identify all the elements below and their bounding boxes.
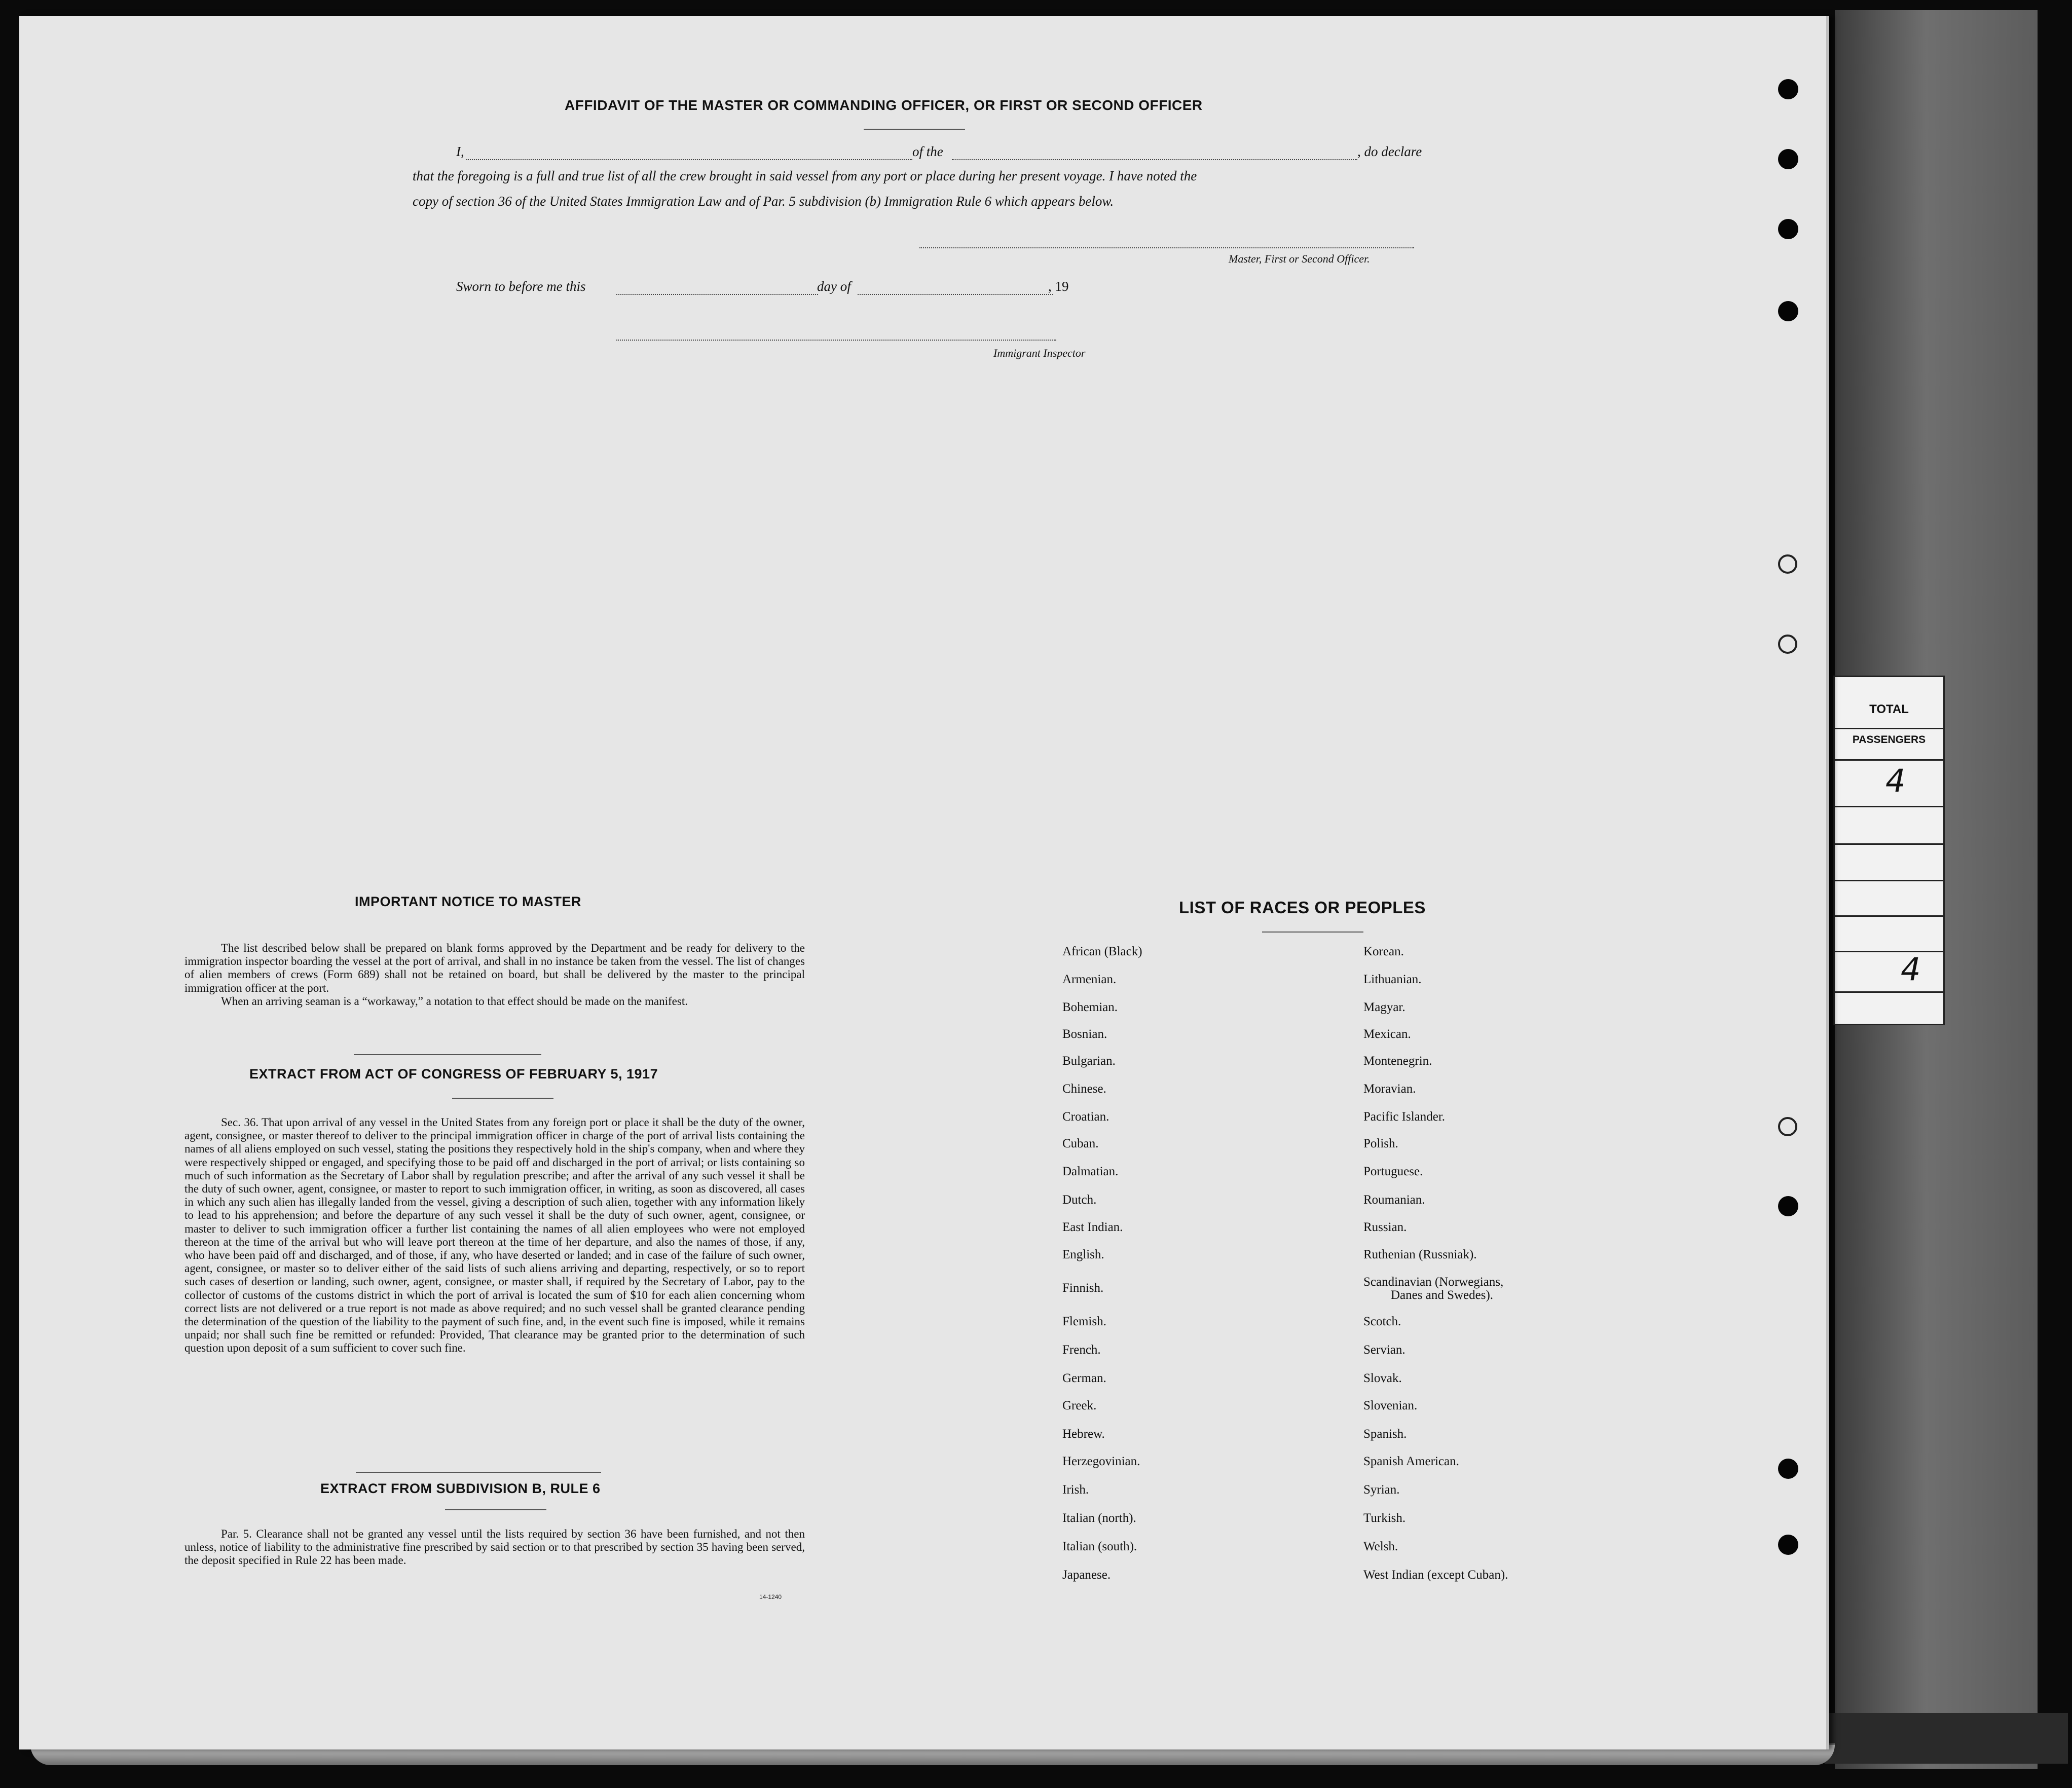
notice-body: [184, 942, 805, 1008]
race-left-22: Italian (south).: [1062, 1540, 1137, 1553]
master-signature-line: [919, 247, 1414, 248]
paragraph-5-text: Par. 5. Clearance shall not be granted any vessel until the lists required by section 36 have been furnished, and not then unless, notice of liability to the administrative fine prescribed by said section or to that prescribed by section 35 having been served, the deposit specified in Rule 22 has been made.: [184, 1528, 805, 1567]
race-left-14: Flemish.: [1062, 1315, 1106, 1328]
affidavit-line-2: that the foregoing is a full and true list of all the crew brought in said vessel from any port or place during her present voyage. I have noted the: [413, 168, 1197, 183]
tab-total-value: 4: [1885, 762, 1906, 799]
inspector-signature-line: [616, 340, 1056, 341]
race-right-10: Roumanian.: [1363, 1193, 1425, 1207]
race-left-19: Herzegovinian.: [1062, 1455, 1140, 1468]
race-right-9: Portuguese.: [1363, 1165, 1423, 1178]
i-label: I,: [456, 144, 464, 159]
sworn-label: Sworn to before me this: [456, 279, 586, 294]
affidavit-line-3: copy of section 36 of the United States Immigration Law and of Par. 5 subdivision (b) Immigration Rule 6 which appears below.: [413, 194, 1114, 209]
race-right-20: Syrian.: [1363, 1483, 1400, 1497]
notice-title: IMPORTANT NOTICE TO MASTER: [355, 894, 581, 909]
binder-hole-icon: [1778, 149, 1798, 169]
race-left-2: Armenian.: [1062, 973, 1117, 986]
races-divider: [1262, 932, 1363, 933]
binder-hole-icon: [1778, 301, 1798, 321]
affidavit-title: AFFIDAVIT OF THE MASTER OR COMMANDING OFFICER, OR FIRST OR SECOND OFFICER: [565, 97, 1203, 113]
rule-divider: [445, 1509, 546, 1510]
sworn-day-blank: [616, 294, 818, 295]
race-left-20: Irish.: [1062, 1483, 1089, 1497]
race-right-8: Polish.: [1363, 1137, 1398, 1150]
race-right-15: Servian.: [1363, 1343, 1405, 1357]
race-right-3: Magyar.: [1363, 1000, 1405, 1014]
race-right-6: Moravian.: [1363, 1082, 1416, 1096]
race-right-18: Spanish.: [1363, 1427, 1407, 1441]
manifest-page: [19, 16, 1826, 1749]
title-divider: [864, 129, 965, 130]
binder-hole-icon: [1778, 1117, 1797, 1136]
form-number: 14-1240: [759, 1593, 782, 1600]
do-declare-label: , do declare: [1357, 144, 1422, 159]
of-the-label: of the: [912, 144, 943, 159]
race-left-17: Greek.: [1062, 1399, 1097, 1412]
tab-second-value: 4: [1901, 951, 1921, 988]
race-right-14: Scotch.: [1363, 1315, 1401, 1328]
race-left-4: Bosnian.: [1062, 1027, 1107, 1041]
race-left-11: East Indian.: [1062, 1220, 1123, 1234]
race-left-16: German.: [1062, 1371, 1106, 1385]
race-left-15: French.: [1062, 1343, 1101, 1357]
race-left-3: Bohemian.: [1062, 1000, 1118, 1014]
total-passengers-tab: [1833, 676, 1945, 1025]
name-blank: [466, 159, 912, 160]
tab-label-passengers: PASSENGERS: [1852, 734, 1926, 746]
rule-extract-body: [184, 1528, 805, 1568]
back-page-edge: [1825, 1713, 2068, 1764]
races-title: LIST OF RACES OR PEOPLES: [1179, 898, 1426, 917]
act-divider: [452, 1098, 553, 1099]
race-right-17: Slovenian.: [1363, 1399, 1418, 1412]
race-left-8: Cuban.: [1062, 1137, 1099, 1150]
act-extract-body: [184, 1116, 805, 1355]
race-left-7: Croatian.: [1062, 1110, 1109, 1124]
race-left-12: English.: [1062, 1248, 1104, 1261]
binder-hole-icon: [1778, 79, 1798, 99]
vessel-blank: [952, 159, 1357, 160]
race-right-22: Welsh.: [1363, 1540, 1398, 1553]
act-extract-title: EXTRACT FROM ACT OF CONGRESS OF FEBRUARY 5, 1917: [249, 1066, 658, 1082]
day-of-label: day of: [817, 279, 851, 294]
section-36-text: Sec. 36. That upon arrival of any vessel in the United States from any foreign port or place it shall be the duty of the owner, agent, consignee, or master thereof to deliver to the principal immigration officer in charge of the port of arrival lists containing the names of all aliens employed on such vessel, stating the positions they respectively hold in the ship's company, when and where they were respectively shipped or engaged, and specifying those to be paid off and discharged in the port of arrival; or lists containing so much of such information as the Secretary of Labor shall by regulation prescribe; and after the arrival of any such vessel it shall be the duty of such owner, agent, consignee, or master to report to such immigration officer, in writing, as soon as discovered, all cases in which any such alien has illegally landed from the vessel, giving a description of such alien, together with any information likely to lead to his apprehension; and before the departure of any such vessel it shall be the duty of such owner, agent, consignee, or master to deliver to such immigration officer a further list containing the names of all alien employees who were not employed thereon at the time of the arrival but who will leave port thereon at the time of her departure, and also the names of those, if any, who have been paid off and discharged, and of those, if any, who have deserted or landed; and in case of the failure of such owner, agent, consignee, or master so to deliver either of the said lists of such aliens arriving and departing, respectively, or so to report such cases of desertion or landing, such owner, agent, consignee, or master shall, if required by the Secretary of Labor, pay to the collector of customs of the customs district in which the port of arrival is located the sum of $10 for each alien concerning whom correct lists are not delivered or a true report is not made as above required; and no such vessel shall be granted clearance pending the determination of the question of the liability to the payment of such fine, and, in the event such fine is imposed, while it remains unpaid; nor shall such fine be remitted or refunded: Provided, That clearance may be granted prior to the determination of such question upon deposit of a sum sufficient to cover such fine.: [184, 1116, 805, 1355]
notice-divider: [354, 1054, 541, 1055]
race-left-5: Bulgarian.: [1062, 1054, 1116, 1068]
tab-label-total: TOTAL: [1869, 702, 1909, 716]
race-right-4: Mexican.: [1363, 1027, 1411, 1041]
race-left-21: Italian (north).: [1062, 1511, 1136, 1525]
race-left-13: Finnish.: [1062, 1281, 1104, 1295]
race-right-2: Lithuanian.: [1363, 973, 1422, 986]
race-right-13: Scandinavian (Norwegians,: [1363, 1275, 1504, 1289]
race-left-6: Chinese.: [1062, 1082, 1106, 1096]
race-right-21: Turkish.: [1363, 1511, 1406, 1525]
race-left-9: Dalmatian.: [1062, 1165, 1119, 1178]
race-right-7: Pacific Islander.: [1363, 1110, 1446, 1124]
race-left-23: Japanese.: [1062, 1568, 1111, 1582]
race-right-13-cont: Danes and Swedes).: [1391, 1288, 1494, 1302]
race-right-5: Montenegrin.: [1363, 1054, 1432, 1068]
binder-hole-icon: [1778, 1459, 1798, 1479]
race-right-16: Slovak.: [1363, 1371, 1402, 1385]
binder-hole-icon: [1778, 554, 1797, 574]
binder-hole-icon: [1778, 219, 1798, 239]
race-left-1: African (Black): [1062, 945, 1142, 958]
race-left-10: Dutch.: [1062, 1193, 1097, 1207]
year-label: , 19: [1048, 279, 1069, 294]
master-caption: Master, First or Second Officer.: [1229, 252, 1370, 265]
race-right-12: Ruthenian (Russniak).: [1363, 1248, 1477, 1261]
notice-paragraph-1: The list described below shall be prepared on blank forms approved by the Department and be ready for delivery to the immigration inspector boarding the vessel at the port of arrival, and shall in no instance be taken from the vessel. The list of changes of alien members of crews (Form 689) shall not be retained on board, but shall be delivered by the master to the principal immigration officer at the port.: [184, 942, 805, 994]
inspector-caption: Immigrant Inspector: [993, 347, 1086, 359]
binder-hole-icon: [1778, 1535, 1798, 1555]
race-right-1: Korean.: [1363, 945, 1404, 958]
race-right-19: Spanish American.: [1363, 1455, 1459, 1468]
binder-hole-icon: [1778, 635, 1797, 654]
race-left-18: Hebrew.: [1062, 1427, 1105, 1441]
race-right-23: West Indian (except Cuban).: [1363, 1568, 1508, 1582]
sworn-month-blank: [858, 294, 1053, 295]
rule-extract-title: EXTRACT FROM SUBDIVISION B, RULE 6: [320, 1481, 601, 1496]
race-right-11: Russian.: [1363, 1220, 1407, 1234]
notice-paragraph-2: When an arriving seaman is a “workaway,” a notation to that effect should be made on the manifest.: [221, 994, 688, 1008]
binder-hole-icon: [1778, 1196, 1798, 1216]
act-end-divider: [356, 1472, 601, 1473]
